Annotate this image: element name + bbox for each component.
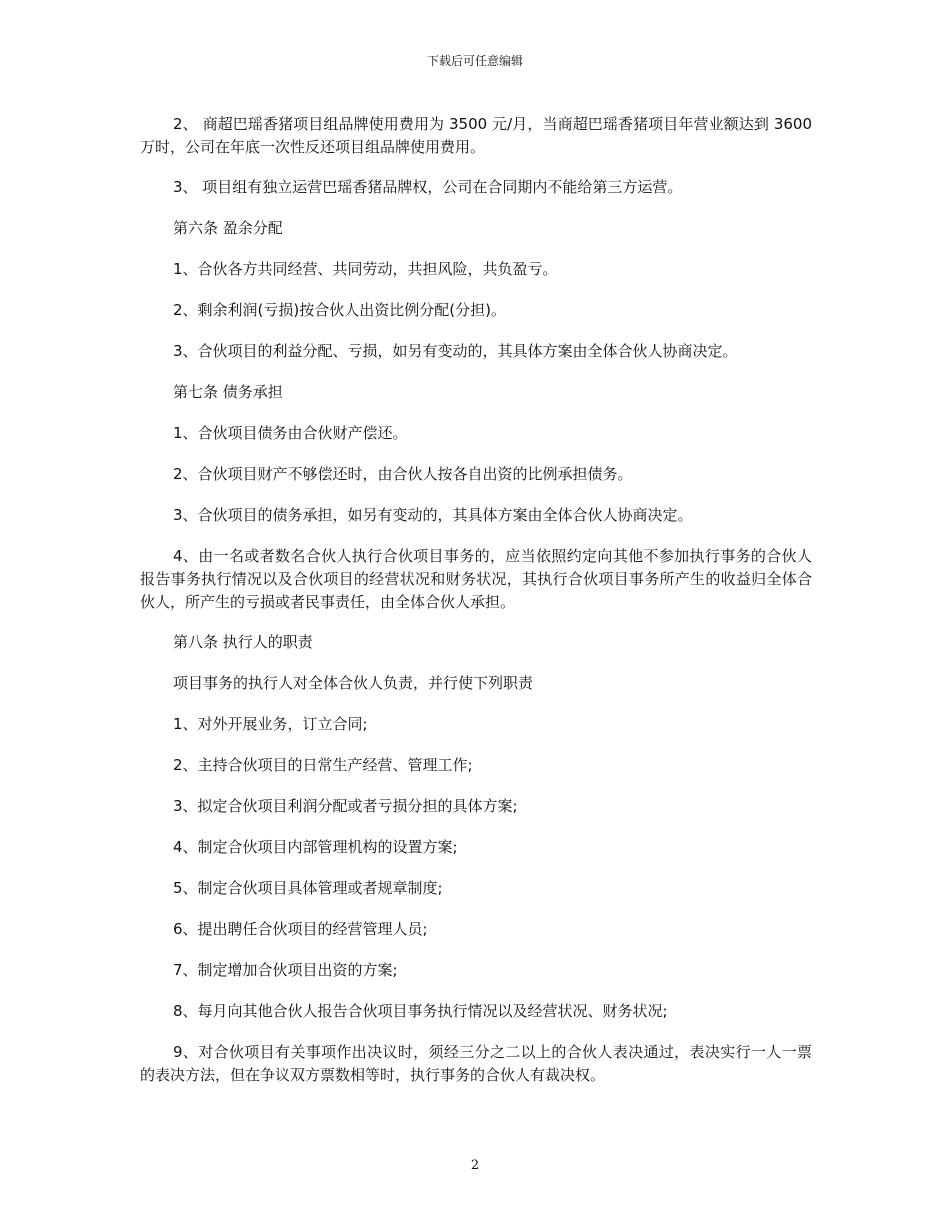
paragraph-8-2: 2、主持合伙项目的日常生产经营、管理工作; (173, 756, 473, 774)
section-heading-article-8: 第八条 执行人的职责 (173, 633, 313, 651)
paragraph-8-6: 6、提出聘任合伙项目的经营管理人员; (173, 920, 428, 938)
paragraph-7-3: 3、合伙项目的债务承担，如另有变动的，其具体方案由全体合伙人协商决定。 (173, 506, 693, 524)
paragraph-7-2: 2、合伙项目财产不够偿还时，由合伙人按各自出资的比例承担债务。 (173, 465, 633, 483)
paragraph-6-1: 1、合伙各方共同经营、共同劳动，共担风险，共负盈亏。 (173, 260, 558, 278)
paragraph-8-1: 1、对外开展业务，订立合同; (173, 715, 368, 733)
page-number: 2 (470, 1158, 480, 1173)
paragraph-8-3: 3、拟定合伙项目利润分配或者亏损分担的具体方案; (173, 797, 518, 815)
page-header: 下载后可任意编辑 (426, 54, 523, 68)
section-heading-article-6: 第六条 盈余分配 (173, 219, 283, 237)
paragraph-8-9: 9、对合伙项目有关事项作出决议时，须经三分之二以上的合伙人表决通过，表决实行一人一票的表决方法，但在争议双方票数相等时，执行事务的合伙人有裁决权。 (140, 1043, 812, 1084)
paragraph-8-intro: 项目事务的执行人对全体合伙人负责，并行使下列职责 (173, 674, 534, 692)
paragraph-brand-fee: 2、 商超巴瑶香猪项目组品牌使用费用为 3500 元/月，当商超巴瑶香猪项目年营业额达到 3600 万时，公司在年底一次性反还项目组品牌使用费用。 (140, 115, 812, 156)
section-heading-article-7: 第七条 债务承担 (173, 383, 283, 401)
paragraph-6-2: 2、剩余利润(亏损)按合伙人出资比例分配(分担)。 (173, 301, 506, 319)
paragraph-6-3: 3、合伙项目的利益分配、亏损，如另有变动的，其具体方案由全体合伙人协商决定。 (173, 342, 738, 360)
paragraph-brand-rights: 3、 项目组有独立运营巴瑶香猪品牌权，公司在合同期内不能给第三方运营。 (173, 178, 683, 196)
paragraph-8-8: 8、每月向其他合伙人报告合伙项目事务执行情况以及经营状况、财务状况; (173, 1002, 668, 1020)
paragraph-8-5: 5、制定合伙项目具体管理或者规章制度; (173, 879, 443, 897)
paragraph-7-1: 1、合伙项目债务由合伙财产偿还。 (173, 424, 408, 442)
paragraph-8-7: 7、制定增加合伙项目出资的方案; (173, 961, 398, 979)
paragraph-8-4: 4、制定合伙项目内部管理机构的设置方案; (173, 838, 458, 856)
paragraph-7-4: 4、由一名或者数名合伙人执行合伙项目事务的，应当依照约定向其他不参加执行事务的合伙人报告事务执行情况以及合伙项目的经营状况和财务状况，其执行合伙项目事务所产生的收益归全体合伙人，所产生的亏损或者民事责任，由全体合伙人承担。 (140, 547, 812, 611)
document-body (140, 113, 812, 1104)
